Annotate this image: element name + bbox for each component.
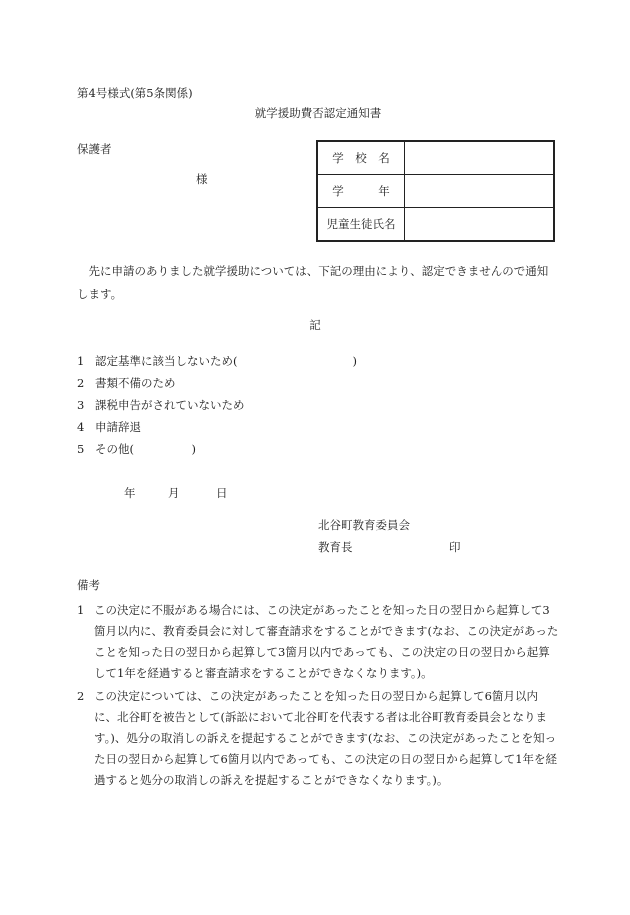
grade-value[interactable] bbox=[404, 175, 554, 208]
day-label: 日 bbox=[216, 486, 228, 500]
list-item bbox=[77, 376, 357, 398]
form-number: 第4号様式(第5条関係) bbox=[77, 86, 193, 100]
superintendent-label: 教育長 bbox=[318, 540, 353, 554]
list-item bbox=[77, 600, 559, 684]
student-name-value[interactable] bbox=[404, 208, 554, 242]
student-info-table bbox=[316, 140, 555, 242]
note-number: 2 bbox=[77, 689, 85, 703]
table-row bbox=[317, 208, 554, 242]
issuer-name: 北谷町教育委員会 bbox=[318, 518, 410, 532]
seal-mark: 印 bbox=[449, 540, 461, 554]
notice-body: 先に申請のありました就学援助については、下記の理由により、認定できませんので通知します。 bbox=[77, 264, 549, 301]
student-name-label: 児童生徒氏名 bbox=[317, 208, 404, 242]
note-text: この決定については、この決定があったことを知った日の翌日から起算して6箇月以内に、北谷町を被告として(訴訟において北谷町を代表する者は北谷町教育委員会となります。)、処分の取消しの訴えを提起することができます(なお、この決定があったことを知った日の翌日から起算して6箇月以内であっても、この決定の日の翌日から起算して1年を経過すると処分の取消しの訴えを提起することができなくなります。)。 bbox=[94, 689, 558, 787]
reason-text: 申請辞退 bbox=[95, 420, 141, 434]
list-item bbox=[77, 686, 559, 791]
list-item bbox=[77, 354, 357, 376]
document-title: 就学援助費否認定通知書 bbox=[254, 106, 382, 120]
reason-number: 2 bbox=[77, 376, 85, 390]
date-line bbox=[124, 486, 228, 501]
note-text: この決定に不服がある場合には、この決定があったことを知った日の翌日から起算して3箇月以内に、教育委員会に対して審査請求をすることができます(なお、この決定があったことを知った日の翌日から起算して3箇月以内であっても、この決定の日の翌日から起算して1年を経過すると審査請求をすることができなくなります。)。 bbox=[94, 603, 559, 680]
reason-text: その他( ) bbox=[95, 442, 196, 456]
notes-heading: 備考 bbox=[77, 578, 100, 592]
table-row bbox=[317, 141, 554, 175]
reason-text: 書類不備のため bbox=[95, 376, 176, 390]
school-name-value[interactable] bbox=[404, 141, 554, 175]
ki-heading: 記 bbox=[309, 318, 321, 332]
school-name-label: 学 校 名 bbox=[317, 141, 404, 175]
reason-text: 認定基準に該当しないため( ) bbox=[95, 354, 357, 368]
reason-list bbox=[77, 354, 357, 464]
year-label: 年 bbox=[124, 486, 136, 500]
reason-number: 5 bbox=[77, 442, 85, 456]
grade-label: 学 年 bbox=[317, 175, 404, 208]
list-item bbox=[77, 442, 357, 464]
note-number: 1 bbox=[77, 603, 85, 617]
honorific: 様 bbox=[196, 172, 208, 186]
reason-number: 3 bbox=[77, 398, 85, 412]
table-row bbox=[317, 175, 554, 208]
reason-number: 1 bbox=[77, 354, 85, 368]
guardian-label: 保護者 bbox=[77, 142, 112, 156]
reason-text: 課税申告がされていないため bbox=[95, 398, 245, 412]
reason-number: 4 bbox=[77, 420, 85, 434]
list-item bbox=[77, 398, 357, 420]
month-label: 月 bbox=[168, 486, 180, 500]
list-item bbox=[77, 420, 357, 442]
